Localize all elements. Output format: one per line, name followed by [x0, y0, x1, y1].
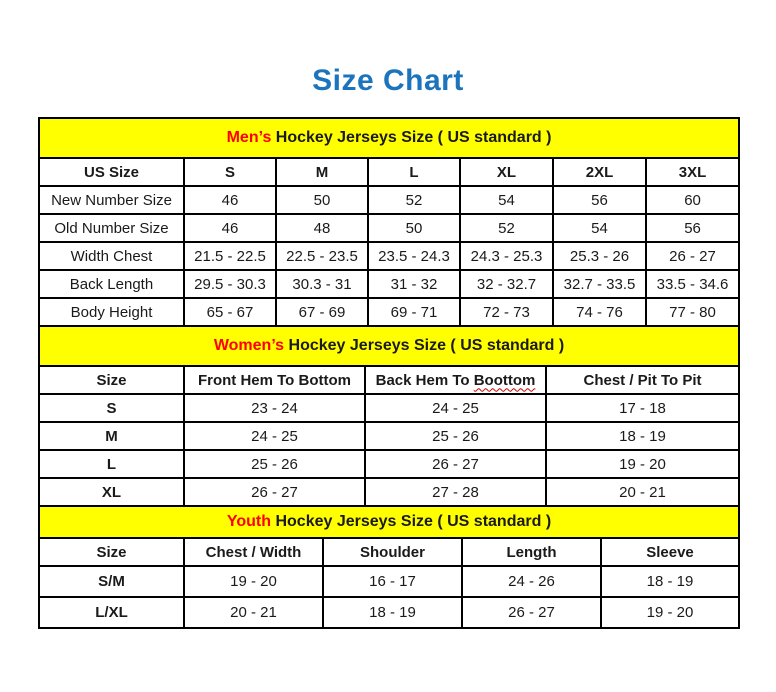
size-value-cell: 32 - 32.7 [460, 270, 553, 298]
table-row [39, 186, 739, 214]
column-header: Shoulder [323, 538, 462, 566]
size-value-cell: 24 - 25 [184, 422, 365, 450]
row-label: M [39, 422, 184, 450]
men-header-row [39, 158, 739, 186]
size-value-cell: 56 [646, 214, 739, 242]
women-size-table [38, 325, 740, 507]
column-header: US Size [39, 158, 184, 186]
size-value-cell: 29.5 - 30.3 [184, 270, 276, 298]
size-value-cell: 26 - 27 [184, 478, 365, 506]
column-header: M [276, 158, 368, 186]
size-value-cell: 23.5 - 24.3 [368, 242, 460, 270]
women-section-band [39, 326, 739, 366]
column-header: Length [462, 538, 601, 566]
size-value-cell: 17 - 18 [546, 394, 739, 422]
column-header: Size [39, 366, 184, 394]
size-value-cell: 16 - 17 [323, 566, 462, 597]
column-header [365, 366, 546, 394]
women-header-row [39, 366, 739, 394]
table-row [39, 450, 739, 478]
table-row [39, 478, 739, 506]
size-value-cell: 32.7 - 33.5 [553, 270, 646, 298]
size-value-cell: 60 [646, 186, 739, 214]
size-value-cell: 54 [553, 214, 646, 242]
size-value-cell: 26 - 27 [646, 242, 739, 270]
size-value-cell: 77 - 80 [646, 298, 739, 326]
size-value-cell: 23 - 24 [184, 394, 365, 422]
row-label: New Number Size [39, 186, 184, 214]
table-row [39, 566, 739, 597]
women-section-title [39, 326, 739, 366]
size-value-cell: 24 - 25 [365, 394, 546, 422]
men-section-rest: Hockey Jerseys Size ( US standard ) [271, 129, 552, 146]
table-row [39, 422, 739, 450]
youth-size-table [38, 505, 740, 629]
table-row [39, 270, 739, 298]
size-value-cell: 18 - 19 [323, 597, 462, 628]
size-value-cell: 19 - 20 [546, 450, 739, 478]
size-value-cell: 20 - 21 [184, 597, 323, 628]
table-row [39, 597, 739, 628]
size-value-cell: 25 - 26 [184, 450, 365, 478]
row-label: Body Height [39, 298, 184, 326]
size-value-cell: 65 - 67 [184, 298, 276, 326]
youth-section-title [39, 506, 739, 538]
column-header-text: Back Hem To [375, 371, 474, 389]
youth-section-band [39, 506, 739, 538]
women-section-highlight: Women’s [213, 337, 285, 354]
row-label: Width Chest [39, 242, 184, 270]
row-label: L/XL [39, 597, 184, 628]
size-value-cell: 69 - 71 [368, 298, 460, 326]
column-header: Front Hem To Bottom [184, 366, 365, 394]
column-header: XL [460, 158, 553, 186]
column-header: L [368, 158, 460, 186]
column-header: Size [39, 538, 184, 566]
table-row [39, 242, 739, 270]
size-value-cell: 25 - 26 [365, 422, 546, 450]
size-value-cell: 50 [276, 186, 368, 214]
men-section-highlight: Men’s [226, 129, 272, 146]
men-size-table [38, 117, 740, 327]
size-value-cell: 18 - 19 [546, 422, 739, 450]
size-value-cell: 46 [184, 214, 276, 242]
column-header: Sleeve [601, 538, 739, 566]
size-value-cell: 67 - 69 [276, 298, 368, 326]
size-value-cell: 26 - 27 [365, 450, 546, 478]
size-value-cell: 31 - 32 [368, 270, 460, 298]
youth-header-row [39, 538, 739, 566]
size-value-cell: 24 - 26 [462, 566, 601, 597]
size-value-cell: 72 - 73 [460, 298, 553, 326]
men-section-band [39, 118, 739, 158]
row-label: S/M [39, 566, 184, 597]
women-section-rest: Hockey Jerseys Size ( US standard ) [284, 337, 565, 354]
size-value-cell: 74 - 76 [553, 298, 646, 326]
row-label: Old Number Size [39, 214, 184, 242]
size-value-cell: 21.5 - 22.5 [184, 242, 276, 270]
row-label: Back Length [39, 270, 184, 298]
table-row [39, 298, 739, 326]
page-title: Size Chart [312, 64, 464, 97]
misspelled-word: Boottom [473, 371, 536, 389]
size-value-cell: 19 - 20 [601, 597, 739, 628]
column-header: Chest / Width [184, 538, 323, 566]
youth-section-rest: Hockey Jerseys Size ( US standard ) [271, 513, 552, 530]
row-label: L [39, 450, 184, 478]
size-value-cell: 52 [368, 186, 460, 214]
size-value-cell: 48 [276, 214, 368, 242]
size-value-cell: 22.5 - 23.5 [276, 242, 368, 270]
table-row [39, 214, 739, 242]
size-value-cell: 52 [460, 214, 553, 242]
youth-section-highlight: Youth [226, 513, 272, 530]
column-header: 2XL [553, 158, 646, 186]
size-value-cell: 19 - 20 [184, 566, 323, 597]
column-header: S [184, 158, 276, 186]
size-value-cell: 30.3 - 31 [276, 270, 368, 298]
table-row [39, 394, 739, 422]
size-value-cell: 46 [184, 186, 276, 214]
size-value-cell: 27 - 28 [365, 478, 546, 506]
size-value-cell: 24.3 - 25.3 [460, 242, 553, 270]
size-value-cell: 25.3 - 26 [553, 242, 646, 270]
size-value-cell: 54 [460, 186, 553, 214]
size-value-cell: 50 [368, 214, 460, 242]
column-header: Chest / Pit To Pit [546, 366, 739, 394]
row-label: XL [39, 478, 184, 506]
tables-container [38, 117, 738, 629]
size-value-cell: 26 - 27 [462, 597, 601, 628]
size-value-cell: 18 - 19 [601, 566, 739, 597]
size-value-cell: 33.5 - 34.6 [646, 270, 739, 298]
column-header: 3XL [646, 158, 739, 186]
size-value-cell: 20 - 21 [546, 478, 739, 506]
men-section-title [39, 118, 739, 158]
size-value-cell: 56 [553, 186, 646, 214]
row-label: S [39, 394, 184, 422]
